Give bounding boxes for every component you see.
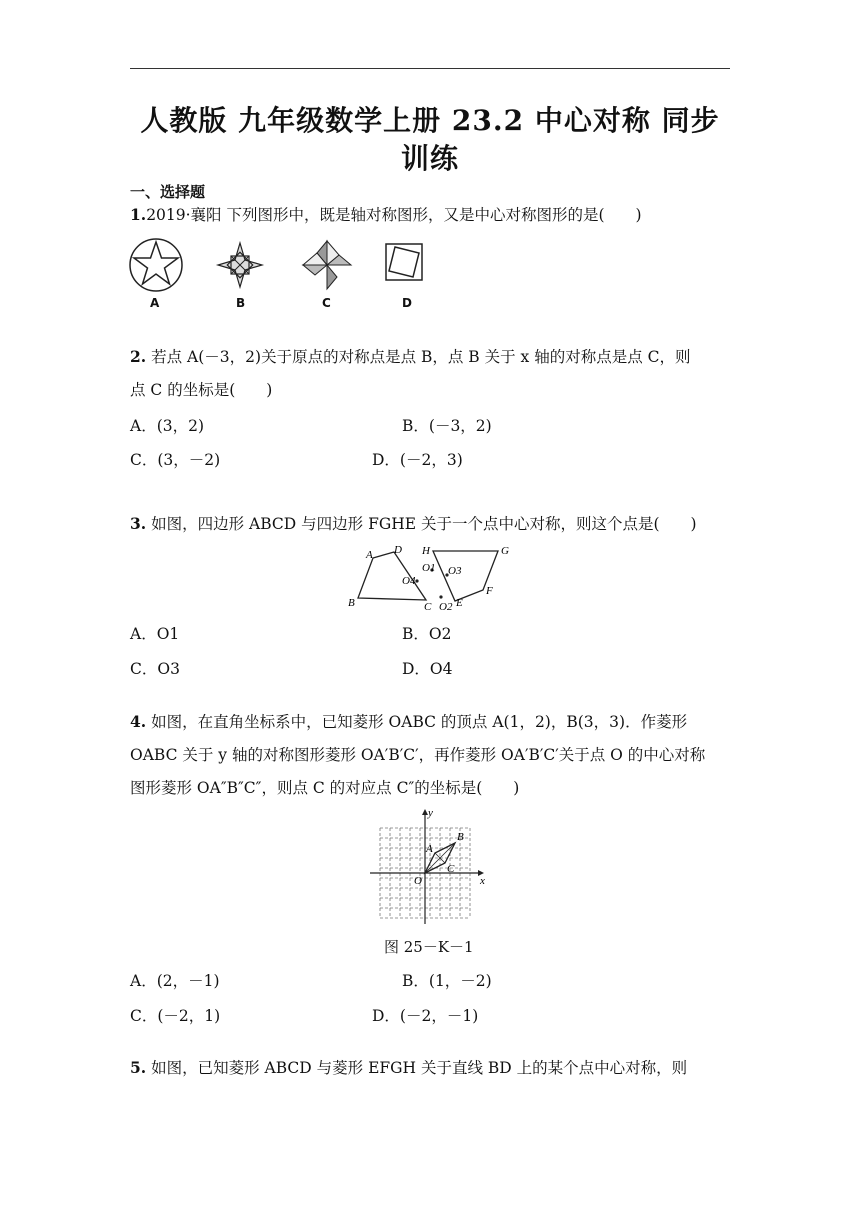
figure-caption: 图 25－K－1 xyxy=(384,938,474,956)
q2-option-a: A．(3，2) xyxy=(130,417,205,435)
figure-label-b: B xyxy=(236,296,246,310)
label-o4: O4 xyxy=(402,575,416,587)
q3-option-a: A．O1 xyxy=(130,625,180,643)
question-text-line-3: 图形菱形 OA″B″C″，则点 C 的对应点 C″的坐标是( ) xyxy=(130,779,520,797)
question-number: 2. xyxy=(130,347,147,366)
question-4 xyxy=(130,705,740,805)
label-c: C xyxy=(447,863,455,875)
q1-figures xyxy=(128,238,428,296)
option-a-figure xyxy=(130,239,182,291)
label-g: G xyxy=(501,545,509,557)
question-text-line-1: 如图，在直角坐标系中，已知菱形 OABC 的顶点 A(1，2)，B(3，3)．作菱形 xyxy=(151,713,688,731)
question-number: 5. xyxy=(130,1058,147,1077)
section-heading: 一、选择题 xyxy=(130,183,206,201)
point-o2 xyxy=(439,595,442,598)
option-d-figure xyxy=(386,244,422,280)
top-rule xyxy=(130,68,730,69)
q4-option-d: D．(－2，－1) xyxy=(372,1007,479,1025)
q3-figure xyxy=(344,542,524,616)
label-a: A xyxy=(426,843,433,855)
q4-option-c: C．(－2，1) xyxy=(130,1007,221,1025)
label-a: A xyxy=(366,549,373,561)
question-text: 如图，已知菱形 ABCD 与菱形 EFGH 关于直线 BD 上的某个点中心对称，则 xyxy=(151,1059,688,1077)
q4-option-b: B．(1，－2) xyxy=(402,972,492,990)
question-number: 4. xyxy=(130,712,147,731)
option-b-figure xyxy=(218,243,262,287)
label-h: H xyxy=(422,545,430,557)
label-c: C xyxy=(424,601,432,613)
question-text: 如图，四边形 ABCD 与四边形 FGHE 关于一个点中心对称，则这个点是( ) xyxy=(151,515,697,533)
question-text: 2019·襄阳 下列图形中，既是轴对称图形，又是中心对称图形的是( ) xyxy=(146,206,642,224)
q2-option-c: C．(3，－2) xyxy=(130,451,221,469)
question-text-line-2: 点 C 的坐标是( ) xyxy=(130,381,273,399)
question-1 xyxy=(130,198,740,232)
q4-coordinate-figure xyxy=(366,806,492,926)
label-b: B xyxy=(348,597,355,609)
question-2 xyxy=(130,340,740,407)
q3-option-d: D．O4 xyxy=(402,660,453,678)
q3-option-b: B．O2 xyxy=(402,625,452,643)
label-o1: O1 xyxy=(422,562,436,574)
axis-label-y: y xyxy=(428,807,433,819)
page-title: 人教版 九年级数学上册 23.2 中心对称 同步训练 xyxy=(140,104,720,175)
q3-option-c: C．O3 xyxy=(130,660,180,678)
question-number: 1. xyxy=(130,205,147,224)
label-b: B xyxy=(457,831,464,843)
question-5 xyxy=(130,1051,740,1085)
q2-option-b: B．(－3，2) xyxy=(402,417,492,435)
label-o3: O3 xyxy=(448,565,462,577)
figure-label-a: A xyxy=(150,296,160,310)
q2-option-d: D．(－2，3) xyxy=(372,451,463,469)
question-text-line-1: 若点 A(－3，2)关于原点的对称点是点 B，点 B 关于 x 轴的对称点是点 C，则 xyxy=(151,348,691,366)
figure-label-d: D xyxy=(402,296,412,310)
question-text-line-2: OABC 关于 y 轴的对称图形菱形 OA′B′C′，再作菱形 OA′B′C′关于点 O 的中心对称 xyxy=(130,746,706,764)
label-f: F xyxy=(486,585,493,597)
point-o4 xyxy=(415,579,418,582)
label-e: E xyxy=(456,597,463,609)
label-o2: O2 xyxy=(439,601,453,613)
question-number: 3. xyxy=(130,514,147,533)
question-3 xyxy=(130,507,740,541)
label-origin-o: O xyxy=(414,875,422,887)
label-d: D xyxy=(394,544,402,556)
figure-label-c: C xyxy=(322,296,331,310)
option-c-figure xyxy=(303,241,351,289)
axis-label-x: x xyxy=(480,875,485,887)
q4-option-a: A．(2，－1) xyxy=(130,972,220,990)
